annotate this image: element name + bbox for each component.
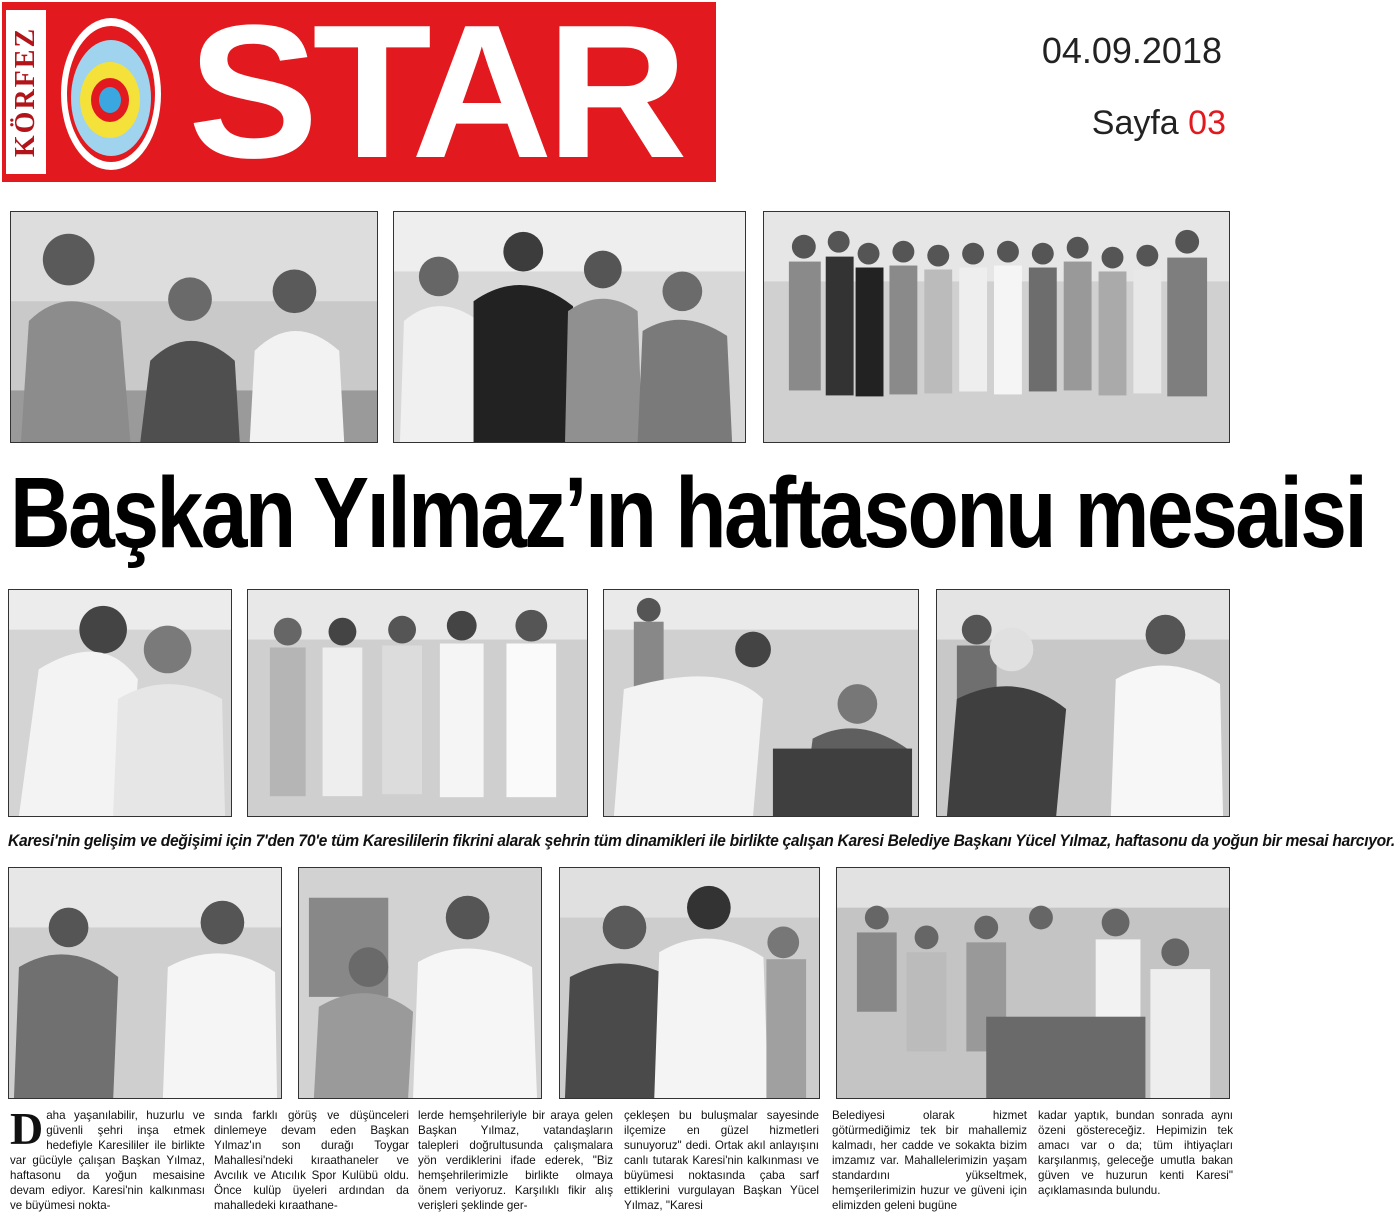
article-column-3: lerde hemşehrileriyle bir araya gelen Başkan Yılmaz, vatandaşların talepleri doğrultusunda çalışmalara yön verdiklerini ifade ederek, "Biz hemşehrilerimizle birlikte olmaya önem veriyoruz. Karşılıklı fikir alış verişleri şeklinde ger- (418, 1109, 613, 1212)
photo-cafe-handshake (936, 589, 1230, 817)
photo-three-men-seated (10, 211, 378, 443)
masthead (2, 0, 716, 198)
photo-caption: Karesi'nin gelişim ve değişimi için 7'den 70'e tüm Karesililerin fikrini alarak şehrin tüm dinamikleri ile birlikte çalışan Karesi Belediye Başkanı Yücel Yılmaz, haftasonu da yoğun bir mesai harcıyor. (8, 832, 1395, 850)
photo-handshake-outdoor (8, 867, 282, 1099)
article-column-6: kadar yaptık, bundan sonrada aynı özeni göstereceğiz. Hepimizin tek amacı var o da; tüm ihtiyaçları karşılanmış, geleceğe umutla bakan güven ve huzurun kenti Karesi" açıklamasında bulundu. (1038, 1109, 1233, 1197)
article-column-5: Belediyesi olarak hizmet götürmediğimiz tek bir mahallemiz kalmadı, her cadde ve sokakta bizim imzamız var. Mahallelerimizin yaşam standardını yükseltmek, hemşerilerimizin huzur ve güveni için elimizden geleni bugüne (832, 1109, 1027, 1212)
dropcap: D (10, 1103, 44, 1154)
photo-handshake-elder (298, 867, 542, 1099)
photo-hand-kiss (603, 589, 919, 817)
article-column-4: çekleşen bu buluşmalar sayesinde ilçemize en güzel hizmetleri sunuyoruz" dedi. Ortak akıl anlayışını canlı tutarak Karesi'nin kalkınması ve büyümesi noktasında çaba sarf ettiklerini vurgulayan Başkan Yücel Yılmaz, "Karesi (624, 1109, 819, 1212)
article-column-2: sında farklı görüş ve düşünceleri dinlemeye devam eden Başkan Yılmaz'ın son durağı Toygar Mahallesi'ndeki kıraathaneler ve Avcılık ve Atıcılık Spor Kulübü oldu. Önce kulüp üyeleri ardından da mahalledeki kıraathane- (214, 1109, 409, 1212)
photo-group-photo (763, 211, 1230, 443)
article-column-1: Daha yaşanılabilir, huzurlu ve güvenli şehri inşa etmek hedefiyle Karesililer ile birlikte var gücüyle çalışan Başkan Yılmaz, haftasonu da yoğun mesaisine devam ediyor. Karesi'nin kalkınması ve büyümesi nokta- (10, 1103, 205, 1212)
page-number: 03 (1188, 104, 1226, 142)
korfez-label: KÖRFEZ (6, 10, 46, 174)
egg-target-logo-icon (58, 8, 164, 173)
photo-greeting (559, 867, 820, 1099)
photo-cafe-table (836, 867, 1230, 1099)
page-indicator (1092, 104, 1226, 143)
photo-embrace (8, 589, 232, 817)
photo-handshake-crowd (393, 211, 746, 443)
headline: Başkan Yılmaz’ın haftasonu mesaisi (10, 457, 1366, 569)
masthead-title: STAR (188, 0, 682, 198)
page-label: Sayfa (1091, 104, 1179, 142)
photo-group-standing (247, 589, 588, 817)
issue-date: 04.09.2018 (1041, 30, 1222, 71)
